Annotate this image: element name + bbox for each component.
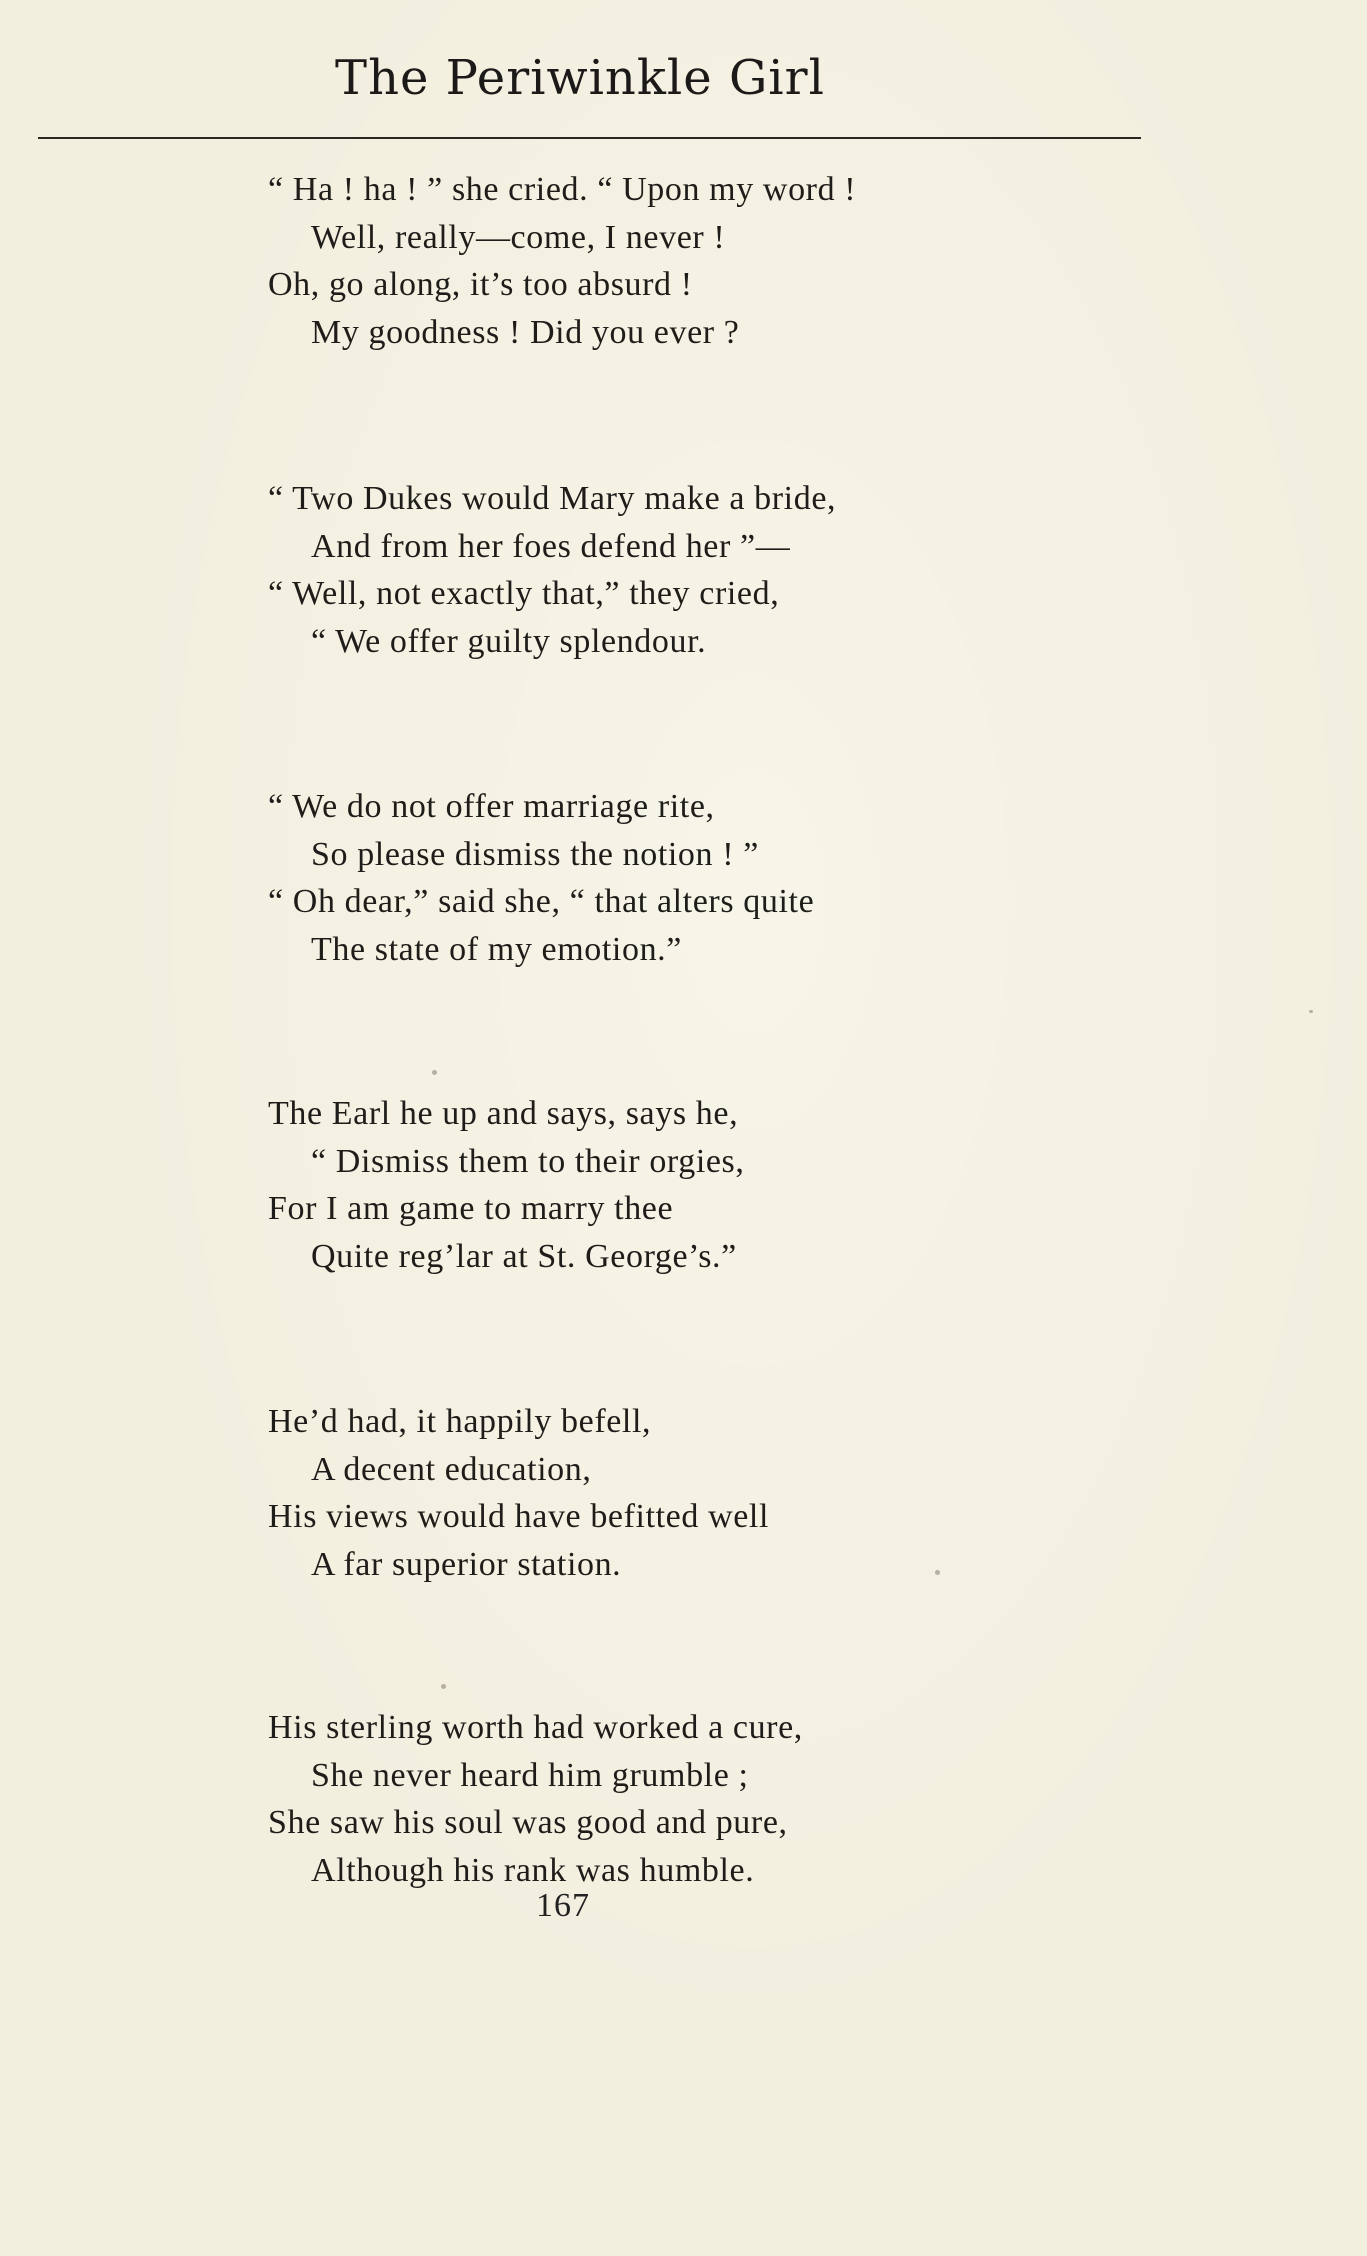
paper-speck [1309, 1010, 1313, 1013]
poem-line: “ Dismiss them to their orgies, [311, 1142, 745, 1180]
stanza-2 [268, 475, 1068, 665]
stanza-6 [268, 1704, 1068, 1894]
poem-line: For I am game to marry thee [268, 1190, 674, 1227]
poem-line: “ We offer guilty splendour. [311, 622, 707, 660]
poem-line: A far superior station. [311, 1545, 622, 1583]
poem-line: “ We do not offer marriage rite, [268, 788, 715, 825]
poem-line: “ Ha ! ha ! ” she cried. “ Upon my word ! [268, 171, 857, 208]
page-number: 167 [536, 1887, 590, 1924]
poem-line: The state of my emotion.” [311, 930, 682, 968]
poem-line: Although his rank was humble. [311, 1851, 755, 1889]
poem-line: “ Oh dear,” said she, “ that alters quite [268, 883, 815, 920]
poem-line: She never heard him grumble ; [311, 1756, 749, 1794]
poem-line: The Earl he up and says, says he, [268, 1095, 739, 1132]
poem-line: Quite reg’lar at St. George’s.” [311, 1237, 737, 1275]
stanza-5 [268, 1398, 1068, 1588]
poem-line: “ Two Dukes would Mary make a bride, [268, 480, 837, 517]
header-rule [38, 137, 1141, 139]
paper-speck [441, 1684, 446, 1689]
poem-line: His views would have befitted well [268, 1498, 770, 1535]
poem-line: Well, really—come, I never ! [311, 218, 726, 256]
running-head-title: The Periwinkle Girl [335, 50, 825, 106]
stanza-3 [268, 783, 1068, 973]
poem-line: So please dismiss the notion ! ” [311, 835, 759, 873]
stanza-1 [268, 166, 1068, 356]
paper-speck [432, 1070, 437, 1075]
poem-line: Oh, go along, it’s too absurd ! [268, 266, 693, 303]
poem-line: A decent education, [311, 1450, 592, 1488]
poem-line: He’d had, it happily befell, [268, 1403, 652, 1440]
poem-line: His sterling worth had worked a cure, [268, 1709, 803, 1746]
poem-line: My goodness ! Did you ever ? [311, 313, 740, 351]
poem-line: And from her foes defend her ”— [311, 527, 791, 565]
poem-line: She saw his soul was good and pure, [268, 1804, 788, 1841]
poem-line: “ Well, not exactly that,” they cried, [268, 575, 780, 612]
paper-speck [935, 1570, 940, 1575]
stanza-4 [268, 1090, 1068, 1280]
